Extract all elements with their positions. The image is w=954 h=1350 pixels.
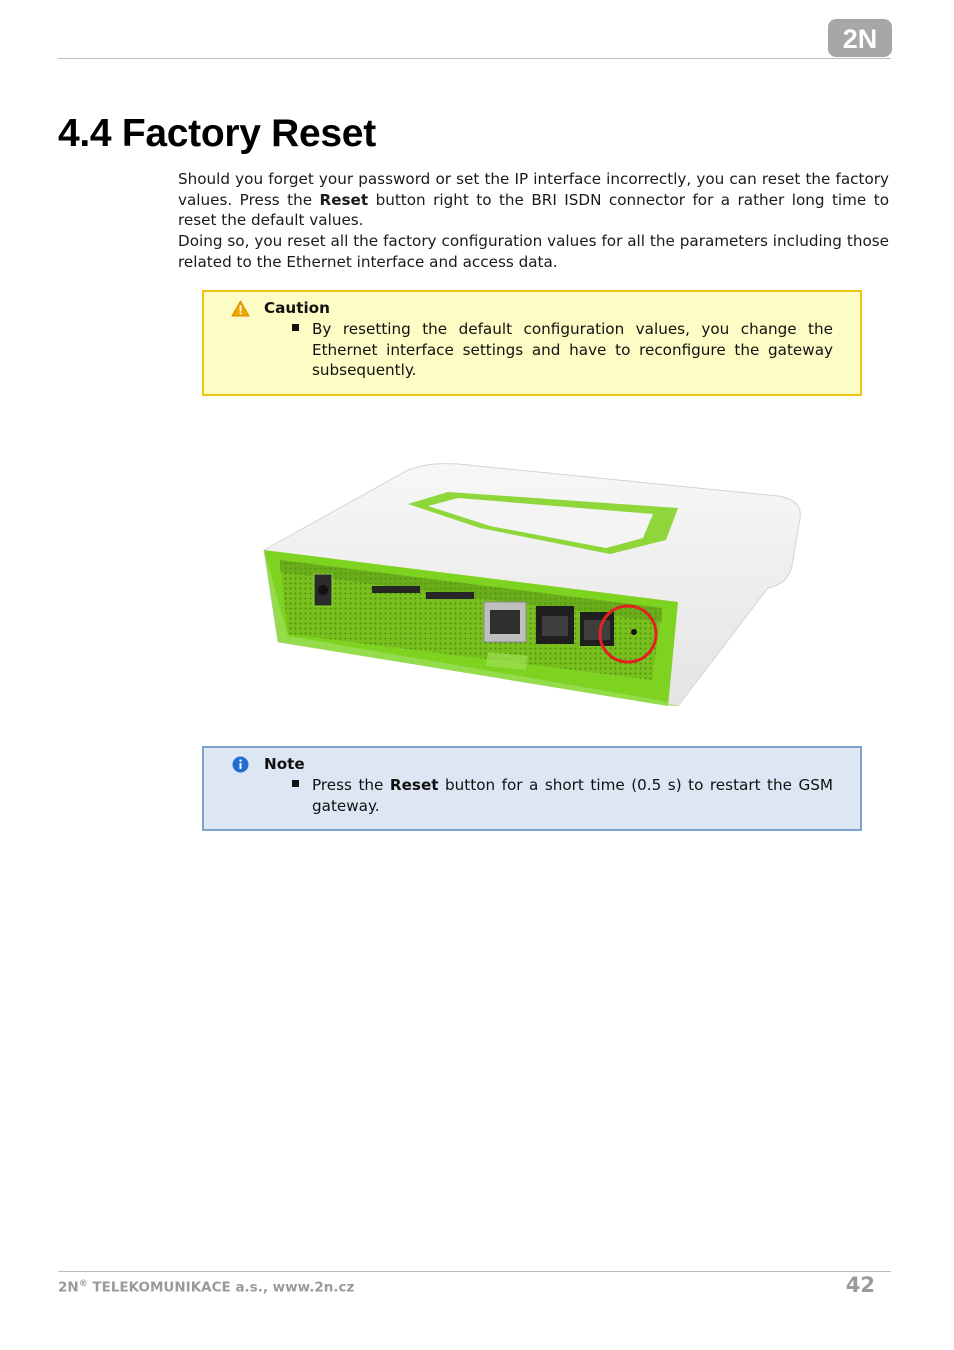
page-title: 4.4 Factory Reset	[58, 112, 376, 155]
caution-box	[202, 290, 862, 396]
warning-icon	[231, 300, 250, 317]
note-box	[202, 746, 862, 831]
logo-text: 2N	[842, 24, 878, 54]
intro-paragraph-2: Doing so, you reset all the factory configuration values for all the parameters including those related to the Ethernet interface and access data.	[178, 232, 889, 271]
note-heading: Note	[231, 755, 305, 773]
bullet-icon	[292, 324, 299, 331]
intro-paragraph-1: Should you forget your password or set the IP interface incorrectly, you can reset the factory values. Press the Reset button right to the BRI ISDN connector for a rather long time to reset the default values.	[178, 170, 889, 230]
info-icon	[231, 756, 250, 773]
caution-list	[292, 319, 833, 381]
page-number: 42	[845, 1273, 875, 1297]
gateway-device-image	[258, 456, 810, 712]
header-divider	[58, 58, 891, 59]
bullet-icon	[292, 780, 299, 787]
note-list	[292, 775, 833, 816]
company-logo	[828, 19, 892, 57]
note-item: Press the Reset button for a short time (0.5 s) to restart the GSM gateway.	[292, 775, 833, 816]
caution-item: By resetting the default configuration values, you change the Ethernet interface settings and have to reconfigure the gateway subsequently.	[292, 319, 833, 381]
footer-divider	[58, 1271, 891, 1272]
caution-heading: Caution	[231, 299, 330, 317]
footer-company: 2N® TELEKOMUNIKACE a.s., www.2n.cz	[58, 1279, 355, 1296]
